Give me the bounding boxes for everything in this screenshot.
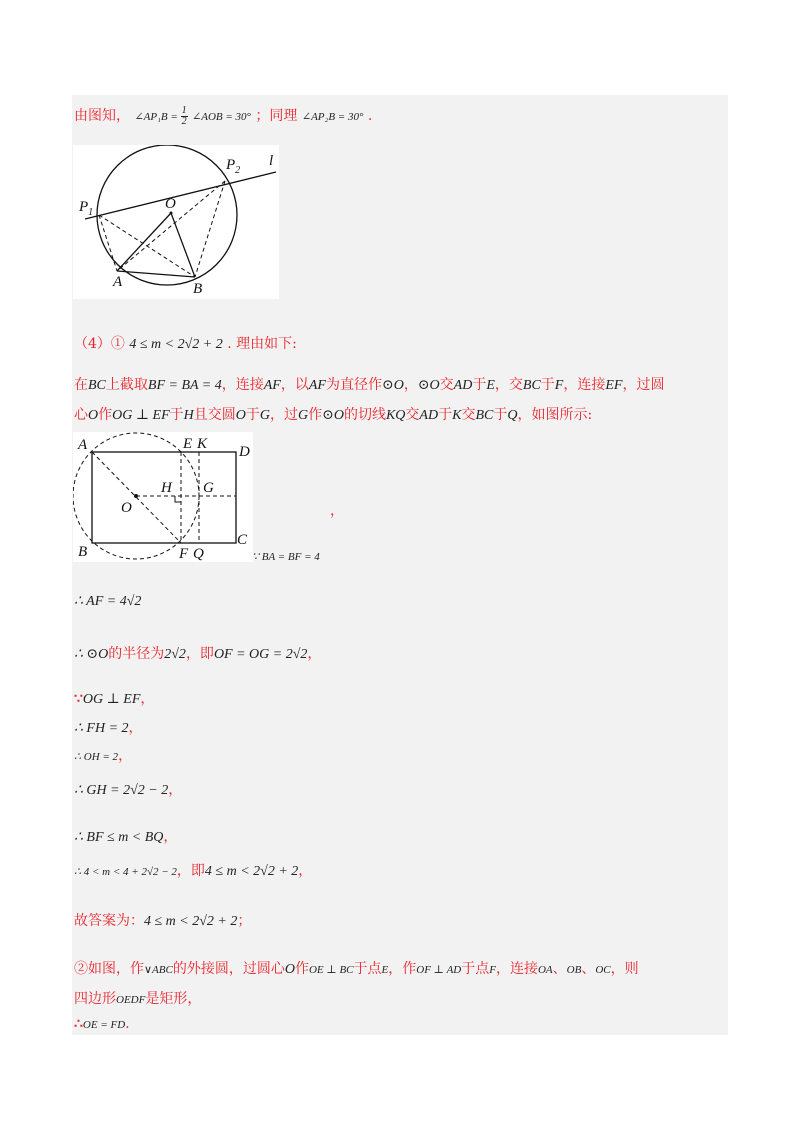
label-a: A [78, 437, 88, 453]
segment-ao [117, 213, 171, 271]
line-l [85, 172, 276, 219]
right-angle-mark [175, 496, 181, 502]
dashed-p2b [195, 181, 225, 277]
text: . [367, 108, 373, 124]
line-oh: ∴ OH = 2， [74, 748, 133, 764]
line-angle-statement [74, 105, 372, 127]
circle-figure [73, 145, 279, 299]
line-part4-answer [74, 333, 297, 353]
label-l: l [269, 153, 274, 169]
line-fh: ∴ FH = 2， [74, 720, 143, 736]
line-radius: ∴ ⊙O的半径为2√2，即OF = OG = 2√2， [74, 646, 322, 662]
fraction-half [181, 106, 188, 127]
text: 由图知， [74, 108, 130, 124]
text: . 理由如下: [227, 336, 297, 352]
label-d: D [239, 444, 250, 460]
frac-den: 2 [181, 115, 187, 127]
line-gh: ∴ GH = 2√2 − 2， [74, 782, 183, 798]
circle-figure-svg [73, 145, 279, 299]
rectangle-figure [73, 432, 253, 562]
label-q: Q [193, 546, 204, 562]
label-c: C [237, 532, 248, 548]
label-b: B [78, 544, 88, 560]
rectangle-abcd [92, 452, 236, 543]
line-construction-1: 在BC上截取BF = BA = 4，连接AF，以AF为直径作⊙O，⊙O交AD于E，交BC于F，连接EF，过圆 [74, 377, 665, 393]
label-b: B [193, 281, 203, 297]
line-final-answer: 故答案为：4 ≤ m < 2√2 + 2； [74, 913, 252, 929]
math-angle-ap2b: ∠AP₂B = 30° [301, 111, 364, 123]
line-construction-2: 心O作OG ⊥ EF于H且交圆O于G，过G作⊙O的切线KQ交AD于K交BC于Q，如图所示: [74, 407, 593, 423]
label-p2: $P_2$ [226, 157, 241, 176]
math-angle-aob: ∠AOB = 30° [192, 111, 251, 123]
line-oe-fd: ∴OE = FD. [74, 1016, 130, 1032]
rectangle-figure-svg [73, 432, 253, 562]
text: （4）① [74, 336, 125, 352]
center-dot [134, 494, 138, 498]
label-k: K [197, 436, 208, 452]
label-g: G [203, 480, 214, 496]
frac-num: 1 [181, 104, 187, 116]
text: ；同理 [255, 108, 298, 124]
line-af: ∴ AF = 4√2 [74, 594, 142, 609]
line-m-range: ∴ 4 < m < 4 + 2√2 − 2，即4 ≤ m < 2√2 + 2， [74, 863, 313, 879]
text: ， [330, 503, 344, 519]
circle-o [97, 145, 237, 285]
label-e: E [183, 436, 193, 452]
label-o: O [121, 500, 132, 516]
line-part2-construction: ②如图，作∨ABC的外接圆，过圆心O作OE ⊥ BC于点E，作OF ⊥ AD于点F，连接OA、OB、OC，则 [74, 961, 639, 977]
dashed-p1a [99, 215, 117, 271]
line-rectangle: 四边形OEDF是矩形， [74, 991, 202, 1007]
line-bf-bq: ∴ BF ≤ m < BQ， [74, 829, 178, 845]
label-o: O [165, 196, 176, 212]
math-angle-ap1b: ∠AP₁B = [134, 111, 181, 123]
label-h: H [161, 480, 172, 496]
label-f: F [179, 546, 189, 562]
label-p1: $P_1$ [79, 199, 94, 218]
line-perp: ∵OG ⊥ EF， [74, 691, 155, 707]
label-a: A [113, 274, 123, 290]
math-because-ba-bf: ∵ BA = BF = 4 [252, 551, 320, 563]
math-range: 4 ≤ m < 2√2 + 2 [129, 337, 223, 352]
dashed-p2a [117, 181, 225, 271]
